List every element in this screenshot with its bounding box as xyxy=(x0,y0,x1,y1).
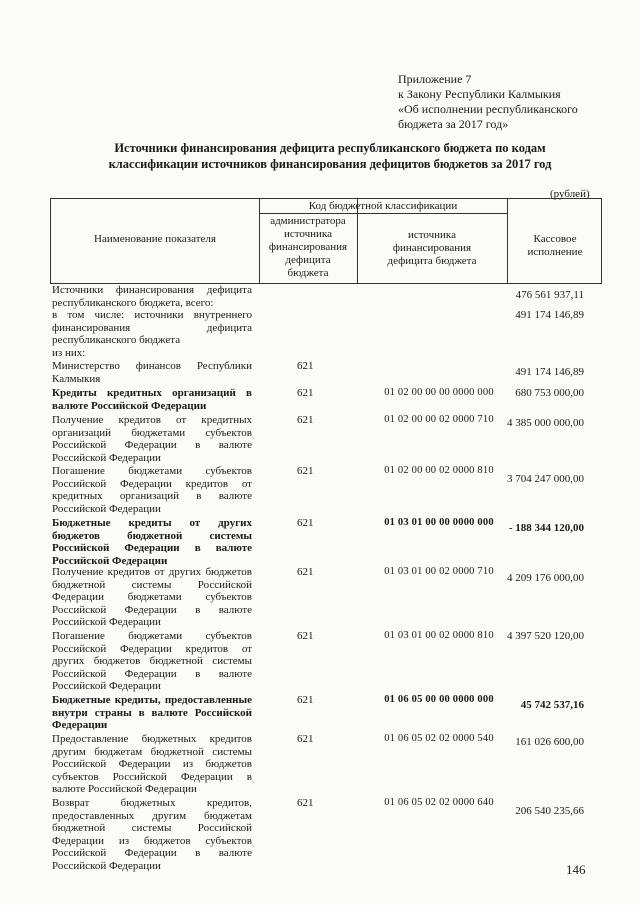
row-admin: 621 xyxy=(297,694,314,706)
title-line-1: Источники финансирования дефицита республиканского бюджета по кодам xyxy=(114,141,546,155)
header-admin-line: администратора xyxy=(270,215,346,227)
table-header xyxy=(50,198,602,284)
units-label: (рублей) xyxy=(550,188,590,200)
appendix-header xyxy=(398,72,578,132)
row-amount: 476 561 937,11 xyxy=(515,289,584,301)
table-row xyxy=(52,566,604,630)
row-code: 01 02 00 00 02 0000 810 xyxy=(384,465,494,476)
row-amount: 161 026 600,00 xyxy=(515,736,584,748)
row-code: 01 02 00 00 02 0000 710 xyxy=(384,414,494,425)
row-amount: 4 209 176 000,00 xyxy=(507,572,584,584)
table-row xyxy=(52,517,604,566)
header-source-line: финансирования xyxy=(392,242,472,254)
row-name: в том числе: источники внутреннего финансирования дефицита республиканского бюджета xyxy=(52,309,252,347)
table-row xyxy=(52,309,604,347)
row-amount: 3 704 247 000,00 xyxy=(507,473,584,485)
table-row xyxy=(52,694,604,733)
appendix-line: бюджета за 2017 год» xyxy=(398,117,509,131)
row-amount: 491 174 146,89 xyxy=(515,366,584,378)
row-admin: 621 xyxy=(297,414,314,426)
row-amount: 45 742 537,16 xyxy=(520,699,584,711)
header-amount-line: исполнение xyxy=(527,246,583,258)
row-amount: - 188 344 120,00 xyxy=(508,522,584,534)
row-code: 01 03 01 00 02 0000 810 xyxy=(384,630,494,641)
row-name: Бюджетные кредиты от других бюджетов бюджетной системы Российской Федерации в валюте Российской Федерации xyxy=(52,517,252,567)
header-admin-line: источника xyxy=(283,228,332,240)
row-admin: 621 xyxy=(297,566,314,578)
row-name: Получение кредитов от кредитных организаций бюджетами субъектов Российской Федерации в валюте Российской Федерации xyxy=(52,414,252,464)
row-admin: 621 xyxy=(297,360,314,372)
row-admin: 621 xyxy=(297,733,314,745)
table-row xyxy=(52,387,604,414)
header-source xyxy=(357,229,507,268)
row-name: Кредиты кредитных организаций в валюте Российской Федерации xyxy=(52,387,252,412)
table-row xyxy=(52,360,604,387)
row-name: Возврат бюджетных кредитов, предоставленных другим бюджетам бюджетной системы Российской Федерации из бюджетов субъектов Российской Федерации в валюте Российской Федерации xyxy=(52,797,252,872)
row-admin: 621 xyxy=(297,797,314,809)
table-row xyxy=(52,414,604,465)
appendix-line: «Об исполнении республиканского xyxy=(398,102,578,116)
row-code: 01 06 05 02 02 0000 540 xyxy=(384,733,494,744)
title-line-2: классификации источников финансирования дефицитов бюджетов за 2017 год xyxy=(108,157,552,171)
row-admin: 621 xyxy=(297,630,314,642)
row-amount: 4 397 520 120,00 xyxy=(507,630,584,642)
table-row xyxy=(52,284,604,309)
table-row xyxy=(52,797,604,877)
table-row xyxy=(52,347,604,360)
table-row xyxy=(52,465,604,517)
row-code: 01 03 01 00 00 0000 000 xyxy=(384,517,494,528)
row-name: Погашение бюджетами субъектов Российской Федерации кредитов от других бюджетов бюджетной системы Российской Федерации в валюте Российской Федерации xyxy=(52,630,252,693)
table-row xyxy=(52,733,604,797)
row-code: 01 06 05 00 00 0000 000 xyxy=(384,694,494,705)
header-admin-line: дефицита xyxy=(285,254,331,266)
row-name: Министерство финансов Республики Калмыкия xyxy=(52,360,252,385)
header-admin-line: бюджета xyxy=(287,267,329,279)
appendix-line: Приложение 7 xyxy=(398,72,472,86)
row-amount: 206 540 235,66 xyxy=(515,805,584,817)
appendix-line: к Закону Республики Калмыкия xyxy=(398,87,561,101)
header-code-group: Код бюджетной классификации xyxy=(308,200,458,212)
row-name: из них: xyxy=(52,347,86,359)
row-name: Источники финансирования дефицита республиканского бюджета, всего: xyxy=(52,284,252,309)
header-source-line: источника xyxy=(407,229,456,241)
header-admin-line: финансирования xyxy=(268,241,348,253)
table-row xyxy=(52,630,604,694)
table-body xyxy=(52,284,604,877)
row-code: 01 03 01 00 02 0000 710 xyxy=(384,566,494,577)
row-name: Предоставление бюджетных кредитов другим бюджетам бюджетной системы Российской Федерации из бюджетов субъектов Российской Федерации в валюте Российской Федерации xyxy=(52,733,252,796)
row-admin: 621 xyxy=(297,517,314,529)
divider xyxy=(259,213,507,214)
page-number: 146 xyxy=(566,862,586,877)
row-name: Погашение бюджетами субъектов Российской Федерации кредитов от кредитных организаций в валюте Российской Федерации xyxy=(52,465,252,515)
row-name: Получение кредитов от других бюджетов бюджетной системы Российской Федерации бюджетами субъектов Российской Федерации в валюте Российской Федерации xyxy=(52,566,252,629)
row-amount: 491 174 146,89 xyxy=(515,309,584,321)
header-admin xyxy=(259,215,357,280)
row-admin: 621 xyxy=(297,465,314,477)
row-code: 01 02 00 00 00 0000 000 xyxy=(384,387,494,398)
header-amount xyxy=(507,233,603,259)
row-amount: 680 753 000,00 xyxy=(515,387,584,399)
header-source-line: дефицита бюджета xyxy=(387,255,477,267)
row-admin: 621 xyxy=(297,387,314,399)
row-amount: 4 385 000 000,00 xyxy=(507,417,584,429)
row-code: 01 06 05 02 02 0000 640 xyxy=(384,797,494,808)
row-name: Бюджетные кредиты, предоставленные внутри страны в валюте Российской Федерации xyxy=(52,694,252,732)
header-name: Наименование показателя xyxy=(94,233,216,245)
header-amount-line: Кассовое xyxy=(533,233,577,245)
document-title xyxy=(60,140,600,172)
